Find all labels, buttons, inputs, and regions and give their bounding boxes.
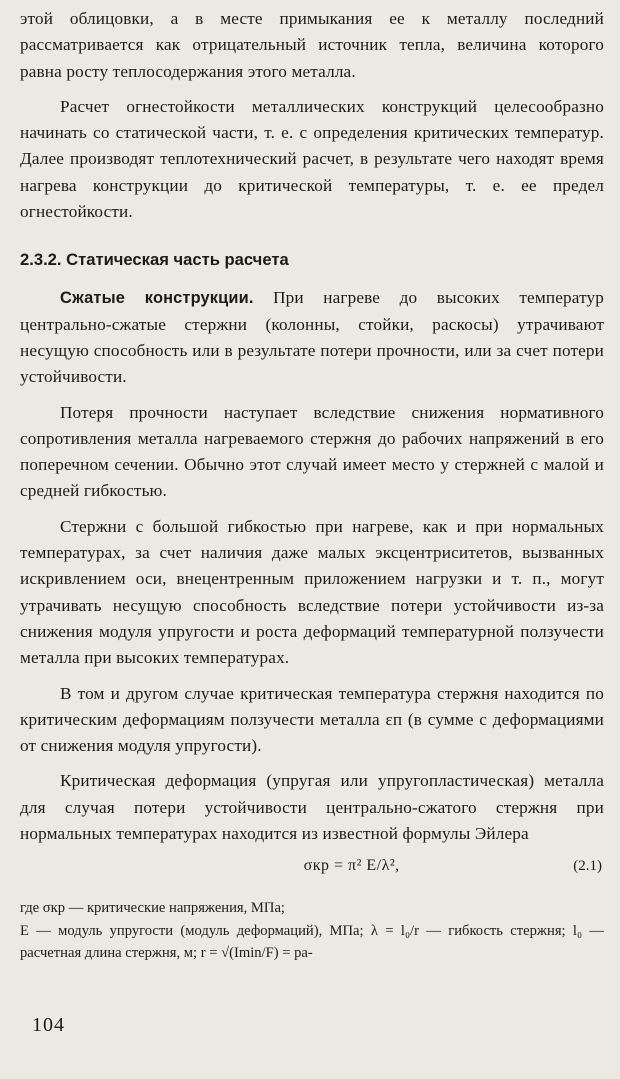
euler-formula: σкр = π² E/λ²,: [303, 857, 400, 875]
paragraph-strength-loss: Потеря прочности наступает вследствие снижения нормативного сопротивления металла нагреваемого стержня до рабочих напряжений в его поперечном сечении. Обычно этот случай имеет место у стержней с малой и средней гибкостью.: [20, 402, 604, 501]
paragraph-fire-resistance-calc: Расчет огнестойкости металлических конструкций целесообразно начинать со статической части, т. е. с определения критических температур. Далее производят теплотехнический расчет, в результате чего находят время нагрева конструкции до критической температуры, т. е. ее предел огнестойкости.: [20, 96, 604, 222]
paragraph-continuation: этой облицовки, а в месте примыкания ее к металлу последний рассматривается как отрицательный источник тепла, величина которого равна росту теплосодержания этого металла.: [20, 9, 604, 81]
equation-row: [20, 857, 604, 889]
paragraph-high-flexibility: Стержни с большой гибкостью при нагреве, как и при нормальных температурах, за счет наличия даже малых эксцентриситетов, вызванных искривлением оси, внецентренным приложением нагрузки и т. п., могут утрачивать несущую способность вследствие потери устойчивости из-за снижения модуля упругости и роста деформаций температурной ползучести металла при высоких температурах.: [20, 516, 604, 668]
equation-number: (2.1): [573, 858, 602, 875]
footnote-line-1: где σкр — критические напряжения, МПа;: [20, 900, 285, 917]
paragraph-compressed-structures: [20, 285, 604, 390]
run-in-heading: Сжатые конструкции.: [60, 289, 254, 308]
paragraph-compressed-text: При нагреве до высоких температур центрально-сжатые стержни (колонны, стойки, раскосы) утрачивают несущую способность или в результате потери прочности, или за счет потери устойчивости.: [20, 288, 604, 387]
paragraph-critical-deformation: Критическая деформация (упругая или упругопластическая) металла для случая потери устойчивости центрально-сжатого стержня при нормальных температурах находится из известной формулы Эйлера: [20, 771, 604, 844]
paragraph-critical-temperature: В том и другом случае критическая температура стержня находится по критическим деформациям ползучести металла εп (в сумме с деформациями от снижения модуля упругости).: [20, 683, 604, 756]
page-number: 104: [32, 1014, 65, 1036]
footnote-line-2: E — модуль упругости (модуль деформаций), МПа; λ = l₀/r — гибкость стержня; l₀ — расчетная длина стержня, м; r = √(Imin/F) = ра-: [20, 922, 604, 962]
section-heading: 2.3.2. Статическая часть расчета: [20, 250, 289, 270]
